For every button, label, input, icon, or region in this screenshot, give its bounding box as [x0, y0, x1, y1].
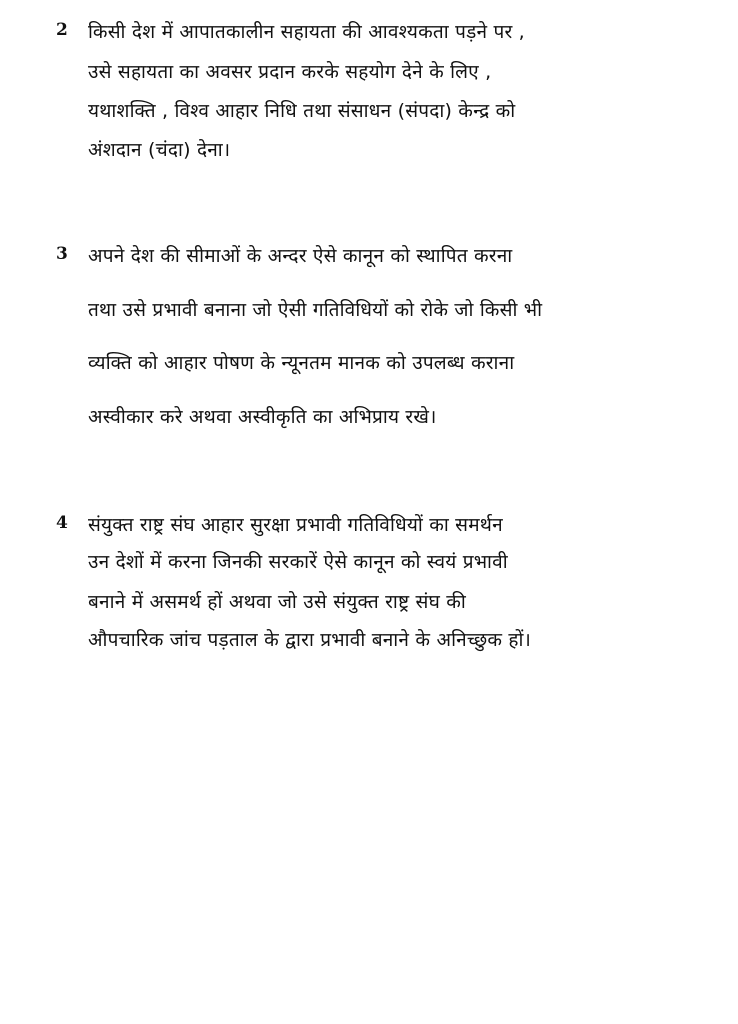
item-text-line: अस्वीकार करे अथवा अस्वीकृति का अभिप्राय रखे। [88, 406, 437, 428]
item-text-line: उसे सहायता का अवसर प्रदान करके सहयोग देने के लिए , [88, 61, 492, 83]
item-number: 2 [56, 20, 68, 40]
item-number: 4 [56, 513, 68, 533]
item-text-line: संयुक्त राष्ट्र संघ आहार सुरक्षा प्रभावी गतिविधियों का समर्थन [88, 514, 503, 536]
item-text-line: तथा उसे प्रभावी बनाना जो ऐसी गतिविधियों को रोके जो किसी भी [88, 299, 543, 321]
item-text-line: व्यक्ति को आहार पोषण के न्यूनतम मानक को उपलब्ध कराना [88, 352, 515, 374]
item-text-line: अंशदान (चंदा) देना। [88, 139, 231, 161]
item-text-line: अपने देश की सीमाओं के अन्दर ऐसे कानून को स्थापित करना [88, 245, 513, 267]
item-number: 3 [56, 244, 68, 264]
item-text-line: औपचारिक जांच पड़ताल के द्वारा प्रभावी बनाने के अनिच्छुक हों। [88, 629, 531, 651]
item-text-line: बनाने में असमर्थ हों अथवा जो उसे संयुक्त राष्ट्र संघ की [88, 591, 466, 613]
item-text-line: उन देशों में करना जिनकी सरकारें ऐसे कानून को स्वयं प्रभावी [88, 551, 508, 573]
item-text-line: यथाशक्ति , विश्व आहार निधि तथा संसाधन (संपदा) केन्द्र को [88, 100, 516, 122]
item-text-line: किसी देश में आपातकालीन सहायता की आवश्यकता पड़ने पर , [88, 21, 525, 43]
